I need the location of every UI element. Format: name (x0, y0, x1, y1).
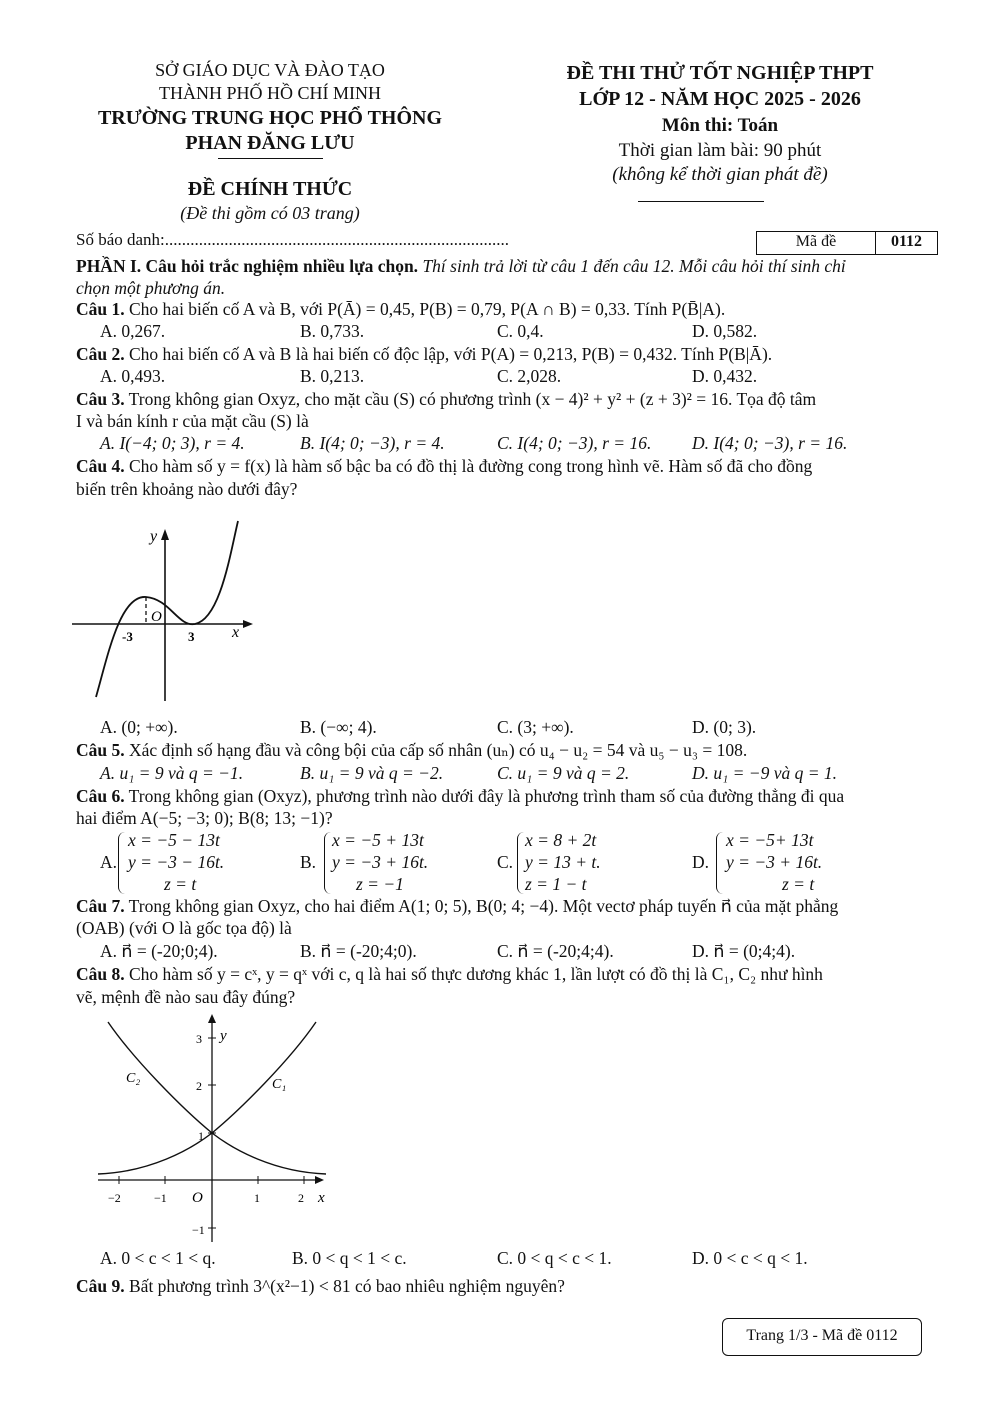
y-arrow (161, 529, 169, 540)
cubic-curve (96, 521, 238, 697)
right-underline (638, 201, 764, 202)
question-text: Trong không gian (Oxyz), phương trình nào dưới đây là phương trình tham số của đường thẳng đi qua (124, 786, 845, 806)
tick-label-1: 1 (198, 1129, 204, 1143)
graph-y-label: y (220, 1028, 227, 1044)
brace (118, 832, 125, 894)
question-text: Cho hàm số y = cˣ, y = qˣ với c, q là hai số thực dương khác 1, lần lượt có đồ thị là C₁, C₂ như hình (124, 964, 823, 984)
system-row: x = −5+ 13t (726, 830, 814, 850)
q4-option-a[interactable]: A. (0; +∞). (100, 717, 178, 737)
dept-name: SỞ GIÁO DỤC VÀ ĐÀO TẠO (155, 60, 385, 80)
question-5 (76, 740, 747, 761)
q3-option-b[interactable]: B. I(4; 0; −3), r = 4. (300, 433, 445, 453)
graph-origin-label: O (151, 609, 162, 625)
school-name-2: PHAN ĐĂNG LƯU (185, 132, 355, 154)
candidate-number: Số báo danh:................................................................................. (76, 230, 510, 249)
question-7 (76, 896, 838, 917)
part-title (76, 256, 846, 277)
option-letter: A. (100, 852, 118, 872)
q6-option-b[interactable] (300, 830, 490, 896)
system-row: x = −5 − 13t (128, 830, 220, 850)
question-text: Xác định số hạng đầu và công bội của cấp số nhân (uₙ) có u₄ − u₂ = 54 và u₅ − u₃ = 108. (124, 740, 748, 760)
exam-title: ĐỀ THI THỬ TỐT NGHIỆP THPT (566, 62, 874, 84)
question-label: Câu 4. (76, 456, 125, 476)
question-label: Câu 5. (76, 740, 125, 760)
question-1 (76, 299, 725, 320)
q8-option-b[interactable]: B. 0 < q < 1 < c. (292, 1248, 407, 1268)
system-row: y = 13 + t. (525, 852, 601, 872)
question-label: Câu 8. (76, 964, 125, 984)
question-8-cont: vẽ, mệnh đề nào sau đây đúng? (76, 987, 296, 1007)
system-row: z = −1 (356, 874, 404, 894)
question-label: Câu 7. (76, 896, 125, 916)
school-underline (218, 158, 323, 159)
question-9 (76, 1276, 565, 1297)
city-name: THÀNH PHỐ HỒ CHÍ MINH (159, 83, 381, 103)
graph-x-label: x (318, 1190, 325, 1206)
option-letter: C. (497, 852, 514, 872)
brace (716, 832, 723, 894)
q8-option-c[interactable]: C. 0 < q < c < 1. (497, 1248, 612, 1268)
q5-option-c[interactable]: C. u₁ = 9 và q = 2. (497, 763, 630, 783)
part-instruction-2: chọn một phương án. (76, 278, 226, 298)
tick-label-x1: 1 (254, 1191, 260, 1205)
school-name: TRƯỜNG TRUNG HỌC PHỔ THÔNG (97, 107, 443, 129)
question-6-cont: hai điểm A(−5; −3; 0); B(8; 13; −1)? (76, 808, 333, 828)
part-instruction: Thí sinh trả lời từ câu 1 đến câu 12. Mỗi câu hỏi thí sinh chỉ (418, 256, 846, 276)
q4-option-b[interactable]: B. (−∞; 4). (300, 717, 377, 737)
question-3 (76, 389, 816, 410)
exponential-graph (90, 1010, 340, 1245)
system-row: y = −3 − 16t. (128, 852, 225, 872)
question-4-cont: biến trên khoảng nào dưới đây? (76, 479, 298, 499)
q1-option-d[interactable]: D. 0,582. (692, 321, 758, 341)
x-arrow (243, 620, 253, 628)
y-arrow (208, 1014, 216, 1023)
graph-origin-label: O (192, 1190, 203, 1206)
curve-c1 (98, 1022, 316, 1174)
q5-option-d[interactable]: D. u₁ = −9 và q = 1. (692, 763, 838, 783)
question-7-cont: (OAB) (với O là gốc tọa độ) là (76, 918, 292, 938)
graph-tick-3: 3 (188, 629, 195, 644)
q7-option-d[interactable]: D. n⃗ = (0;4;4). (692, 941, 796, 961)
page-footer-text: Trang 1/3 - Mã đề 0112 (746, 1327, 898, 1344)
q2-option-d[interactable]: D. 0,432. (692, 366, 758, 386)
q5-option-b[interactable]: B. u₁ = 9 và q = −2. (300, 763, 444, 783)
x-arrow (315, 1176, 324, 1184)
q2-option-a[interactable]: A. 0,493. (100, 366, 166, 386)
question-6 (76, 786, 844, 807)
question-label: Câu 3. (76, 389, 125, 409)
question-text: Cho hai biến cố A và B, với P(Ā) = 0,45, P(B) = 0,79, P(A ∩ B) = 0,33. Tính P(B̄|A). (124, 299, 726, 319)
question-2 (76, 344, 772, 365)
exam-time: Thời gian làm bài: 90 phút (618, 140, 822, 161)
system-row: z = 1 − t (525, 874, 587, 894)
grade-year: LỚP 12 - NĂM HỌC 2025 - 2026 (579, 88, 861, 110)
curve-c2 (108, 1022, 326, 1174)
system-row: z = t (164, 874, 197, 894)
q6-option-d[interactable] (692, 830, 892, 896)
tick-label-3: 3 (196, 1032, 202, 1046)
option-letter: B. (300, 852, 317, 872)
tick-label-xm2: −2 (108, 1191, 121, 1205)
brace (324, 832, 331, 894)
page-count: (Đề thi gồm có 03 trang) (180, 203, 360, 223)
q3-option-c[interactable]: C. I(4; 0; −3), r = 16. (497, 433, 652, 453)
question-label: Câu 1. (76, 299, 125, 319)
exam-code-value: 0112 (890, 233, 923, 250)
graph-tick-m3: -3 (122, 629, 133, 644)
cubic-graph (70, 515, 260, 705)
q7-option-b[interactable]: B. n⃗ = (-20;4;0). (300, 941, 417, 961)
tick-label-x2: 2 (298, 1191, 304, 1205)
question-3-cont: I và bán kính r của mặt cầu (S) là (76, 411, 309, 431)
q4-option-d[interactable]: D. (0; 3). (692, 717, 757, 737)
question-text: Cho hàm số y = f(x) là hàm số bậc ba có đồ thị là đường cong trong hình vẽ. Hàm số đã cho đồng (124, 456, 813, 476)
tick-label-xm1: −1 (154, 1191, 167, 1205)
q4-option-c[interactable]: C. (3; +∞). (497, 717, 574, 737)
question-4 (76, 456, 812, 477)
tick-label-m1: −1 (192, 1223, 205, 1237)
subject: Môn thi: Toán (661, 115, 779, 136)
system-row: z = t (782, 874, 815, 894)
question-text: Trong không gian Oxyz, cho hai điểm A(1; 0; 5), B(0; 4; −4). Một vectơ pháp tuyến n⃗ của mặt phẳng (124, 896, 839, 916)
graph-x-label: x (232, 624, 240, 641)
curve-c2-label: C₂ (126, 1071, 141, 1086)
q5-option-a[interactable]: A. u₁ = 9 và q = −1. (100, 763, 244, 783)
question-text: Cho hai biến cố A và B là hai biến cố độc lập, với P(A) = 0,213, P(B) = 0,432. Tính P(B|Ā). (124, 344, 773, 364)
question-label: Câu 2. (76, 344, 125, 364)
q8-option-d[interactable]: D. 0 < c < q < 1. (692, 1248, 808, 1268)
system-row: y = −3 + 16t. (726, 852, 823, 872)
time-note: (không kể thời gian phát đề) (612, 164, 828, 185)
q7-option-a[interactable]: A. n⃗ = (-20;0;4). (100, 941, 218, 961)
exam-code-box (756, 231, 938, 255)
question-text: Bất phương trình 3^(x²−1) < 81 có bao nhiêu nghiệm nguyên? (124, 1276, 565, 1296)
q3-option-a[interactable]: A. I(−4; 0; 3), r = 4. (100, 433, 245, 453)
q1-option-a[interactable]: A. 0,267. (100, 321, 166, 341)
q7-option-c[interactable]: C. n⃗ = (-20;4;4). (497, 941, 614, 961)
part-heading: PHẦN I. Câu hỏi trắc nghiệm nhiều lựa chọn. (76, 256, 419, 276)
system-row: x = −5 + 13t (332, 830, 424, 850)
system-row: y = −3 + 16t. (332, 852, 429, 872)
system-row: x = 8 + 2t (525, 830, 597, 850)
option-letter: D. (692, 852, 710, 872)
q3-option-d[interactable]: D. I(4; 0; −3), r = 16. (692, 433, 848, 453)
official-label: ĐỀ CHÍNH THỨC (187, 178, 353, 200)
question-label: Câu 6. (76, 786, 125, 806)
question-text: Trong không gian Oxyz, cho mặt cầu (S) có phương trình (x − 4)² + y² + (z + 3)² = 16. Tọa độ tâm (124, 389, 817, 409)
curve-c1-label: C₁ (272, 1077, 287, 1092)
question-label: Câu 9. (76, 1276, 125, 1296)
q6-option-a[interactable] (100, 830, 290, 896)
q2-option-c[interactable]: C. 2,028. (497, 366, 562, 386)
exam-code-label: Mã đề (795, 233, 837, 250)
tick-label-2: 2 (196, 1079, 202, 1093)
q6-option-c[interactable] (497, 830, 682, 896)
q1-option-b[interactable]: B. 0,733. (300, 321, 365, 341)
question-8 (76, 964, 823, 985)
q2-option-b[interactable]: B. 0,213. (300, 366, 365, 386)
brace (517, 832, 524, 894)
page-footer (722, 1318, 922, 1356)
q8-option-a[interactable]: A. 0 < c < 1 < q. (100, 1248, 216, 1268)
graph-y-label: y (150, 528, 158, 545)
q1-option-c[interactable]: C. 0,4. (497, 321, 544, 341)
